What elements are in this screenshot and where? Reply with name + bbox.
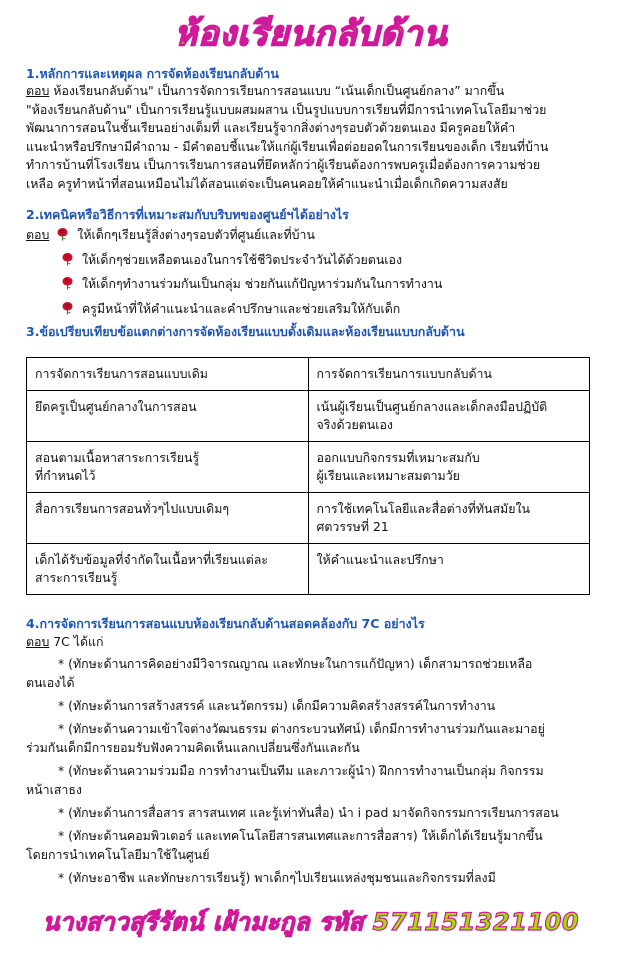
skill-line: * (ทักษะด้านการสร้างสรรค์ และนวัตกรรม) เด็กมีความคิดสร้างสรรค์ในการทำงาน [58, 698, 496, 713]
bullet-text: ให้เด็กๆช่วยเหลือตนเองในการใช้ชีวิตประจำวันได้ด้วยตนเอง [81, 252, 403, 267]
skill-line: * (ทักษะด้านการสื่อสาร สารสนเทศ และรู้เท่าทันสื่อ) นำ i pad มาจัดกิจกรรมการเรียนการสอน [58, 805, 559, 820]
skill-line: ร่วมกันเด็กมีการยอมรับฟังความคิดเห็นแลกเปลี่ยนซึ่งกันและกัน [26, 740, 360, 755]
table-cell: เด็กได้รับข้อมูลที่จำกัดในเนื้อหาที่เรียนแต่ละ สาระการเรียนรู้ [27, 544, 309, 595]
skill-line: * (ทักษะด้านการคิดอย่างมีวิจารณญาณ และทักษะในการแก้ปัญหา) เด็กสามารถช่วยเหลือ [58, 656, 533, 671]
section-1-line: ทำการบ้านที่โรงเรียน เป็นการเรียนการสอนที่ยึดหลักว่าผู้เรียนต้องการพบครูเมื่อต้องการความช่วย [26, 157, 541, 173]
bullet-text: ให้เด็กๆเรียนรู้สิ่งต่างๆรอบตัวที่ศูนย์และที่บ้าน [77, 227, 315, 242]
skill-line: * (ทักษะอาชีพ และทักษะการเรียนรู้) พาเด็กๆไปเรียนแหล่งชุมชนและกิจกรรมที่ลงมี [58, 870, 496, 885]
comparison-table [26, 357, 590, 595]
section-4-heading: 4.การจัดการเรียนการสอนแบบห้องเรียนกลับด้านสอดคล้องกับ 7C อย่างไร [26, 616, 425, 631]
section-1-line: พัฒนาการสอนในชั้นเรียนอย่างเต็มที่ และเรียนรู้จากสิ่งต่างๆรอบตัวด้วยตนเอง มีครูคอยให้คำ [26, 120, 516, 136]
table-cell: การจัดการเรียนการสอนแบบเดิม [27, 358, 309, 391]
table-row [27, 391, 590, 442]
table-row [27, 544, 590, 595]
answer-intro: 7C ได้แก่ [49, 634, 104, 649]
rose-icon [61, 276, 74, 290]
bullet-item [58, 300, 400, 319]
section-1-line: แนะนำหรือปรึกษามีคำถาม - มีคำตอบชี้แนะให้แก่ผู้เรียนเพื่อต่อยอดในการเรียนของเด็ก เรียนที่บ้าน [26, 138, 549, 154]
rose-icon [61, 252, 74, 266]
bullet-item [26, 226, 315, 245]
author-banner: นางสาวสุรีรัตน์ เฝ้ามะกูล รหัส 571151321100 [42, 908, 580, 936]
table-row [27, 493, 590, 544]
table-row [27, 358, 590, 391]
table-cell: ให้คำแนะนำและปรึกษา [308, 544, 590, 595]
section-2-heading: 2.เทคนิคหรือวิธีการที่เหมาะสมกับบริบทของศูนย์ฯได้อย่างไร [26, 207, 349, 222]
table-row [27, 442, 590, 493]
skill-line: ตนเองได้ [26, 675, 75, 690]
table-cell: สอนตามเนื้อหาสาระการเรียนรู้ ที่กำหนดไว้ [27, 442, 309, 493]
rose-icon [61, 301, 74, 315]
table-cell: การจัดการเรียนการแบบกลับด้าน [308, 358, 590, 391]
section-1-line: เหลือ ครูทำหน้าที่สอนเหมือนไม่ได้สอนแต่จะเป็นคนคอยให้คำแนะนำเมื่อเด็กเกิดความสงสัย [26, 175, 508, 191]
skills-list [26, 654, 596, 887]
answer-label: ตอบ [26, 227, 50, 242]
skill-line: โดยการนำเทคโนโลยีมาใช้ในศูนย์ [26, 847, 210, 862]
section-1-first-line: ห้องเรียนกลับด้าน" เป็นการจัดการเรียนการสอนแบบ “เน้นเด็กเป็นศูนย์กลาง” มากขึ้น [49, 83, 505, 98]
skill-line: * (ทักษะด้านความเข้าใจต่างวัฒนธรรม ต่างกระบวนทัศน์) เด็กมีการทำงานร่วมกันและมาอยู่ [58, 721, 545, 736]
section-4-answer [26, 632, 596, 651]
answer-label: ตอบ [26, 83, 50, 98]
answer-label: ตอบ [26, 634, 50, 649]
table-cell: การใช้เทคโนโลยีและสื่อต่างที่ทันสมัยใน ศตวรรษที่ 21 [308, 493, 590, 544]
bullet-text: ให้เด็กๆทำงานร่วมกันเป็นกลุ่ม ช่วยกันแก้ปัญหาร่วมกันในการทำงาน [81, 276, 443, 291]
table-cell: เน้นผู้เรียนเป็นศูนย์กลางและเด็กลงมือปฏิบัติ จริงด้วยตนเอง [308, 391, 590, 442]
table-cell: ออกแบบกิจกรรมที่เหมาะสมกับ ผู้เรียนและเหมาะสมตามวัย [308, 442, 590, 493]
table-cell: สื่อการเรียนการสอนทั่วๆไปแบบเดิมๆ [27, 493, 309, 544]
skill-line: * (ทักษะด้านคอมพิวเตอร์ และเทคโนโลยีสารสนเทศและการสื่อสาร) ให้เด็กได้เรียนรู้มากขึ้น [58, 828, 543, 843]
skill-line: หน้าเสาธง [26, 782, 82, 797]
rose-icon [56, 227, 69, 241]
bullet-item [58, 251, 402, 270]
table-cell: ยึดครูเป็นศูนย์กลางในการสอน [27, 391, 309, 442]
section-3-heading: 3.ข้อเปรียบเทียบข้อแตกต่างการจัดห้องเรียนแบบดั้งเดิมและห้องเรียนแบบกลับด้าน [26, 324, 465, 339]
skill-line: * (ทักษะด้านความร่วมมือ การทำงานเป็นทีม และภาวะผู้นำ) ฝึกการทำงานเป็นกลุ่ม กิจกรรม [58, 763, 544, 778]
page-title: ห้องเรียนกลับด้าน [174, 14, 448, 54]
section-1-line: "ห้องเรียนกลับด้าน" เป็นการเรียนรู้แบบผสมผสาน เป็นรูปแบบการเรียนที่มีการนำเทคโนโลยีมาช่วย [26, 101, 547, 117]
bullet-text: ครูมีหน้าที่ให้คำแนะนำและคำปรึกษาและช่วยเสริมให้กับเด็ก [81, 301, 401, 316]
section-1-heading: 1.หลักการและเหตุผล การจัดห้องเรียนกลับด้าน [26, 66, 279, 81]
section-1-body [26, 82, 596, 194]
bullet-item [58, 275, 442, 294]
